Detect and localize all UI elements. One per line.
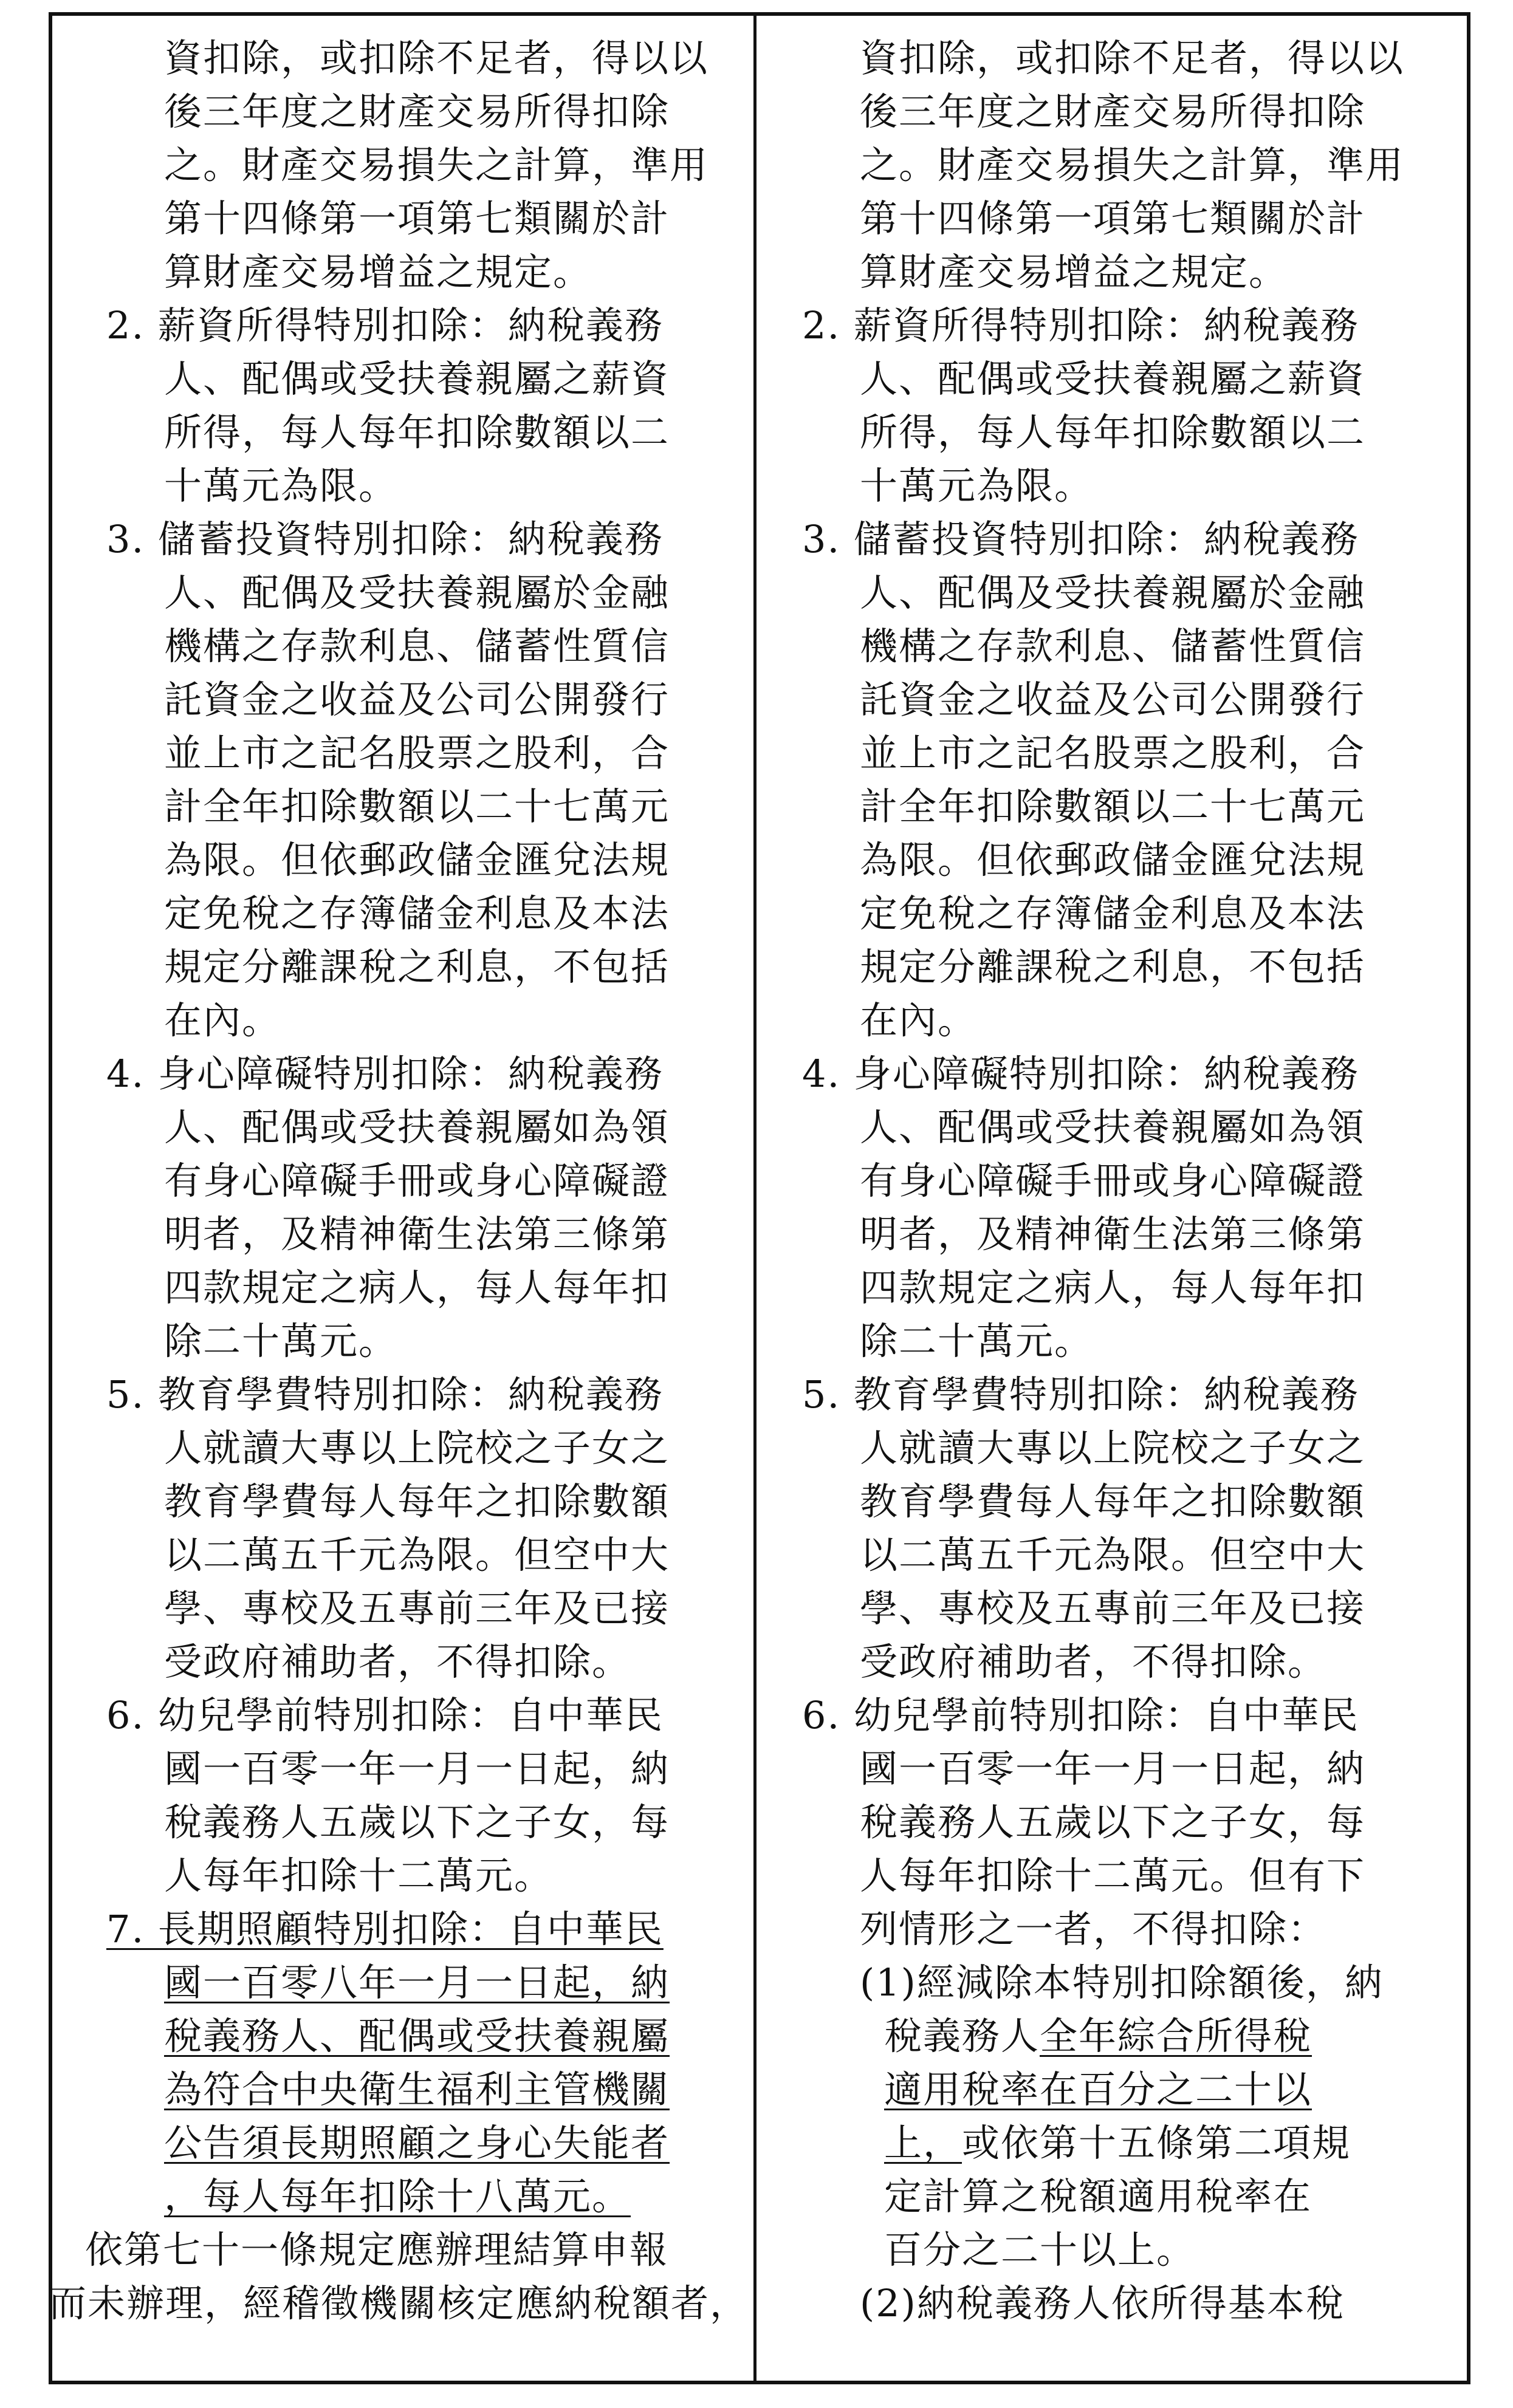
text-line: 而未辦理，經稽徵機關核定應納稅額者， (49, 2281, 749, 2325)
text-line: 明者，及精神衛生法第三條第 (164, 1212, 670, 1256)
text-line: 十萬元為限。 (860, 463, 1094, 508)
text-line: 為限。但依郵政儲金匯兌法規 (860, 838, 1366, 882)
text-line: 明者，及精神衛生法第三條第 (860, 1212, 1366, 1256)
text-line: 除二十萬元。 (164, 1319, 398, 1363)
text-line: 之。財產交易損失之計算，準用 (164, 143, 709, 187)
text-line: 2. 薪資所得特別扣除：納稅義務 (802, 303, 1359, 347)
text-line: 6. 幼兒學前特別扣除：自中華民 (106, 1693, 664, 1737)
text-line: 列情形之一者，不得扣除： (860, 1907, 1327, 1951)
text-line: 計全年扣除數額以二十七萬元 (860, 784, 1366, 829)
text-line: 人、配偶或受扶養親屬之薪資 (164, 357, 670, 401)
text-line: 5. 教育學費特別扣除：納稅義務 (106, 1372, 664, 1417)
text-line: 人就讀大專以上院校之子女之 (164, 1426, 670, 1470)
text-line: 資扣除，或扣除不足者，得以以 (860, 36, 1405, 80)
text-line: 第十四條第一項第七類關於計 (860, 196, 1366, 241)
text-line: 受政府補助者，不得扣除。 (164, 1640, 631, 1684)
text-line: 稅義務人五歲以下之子女，每 (164, 1800, 670, 1844)
text-line: 後三年度之財產交易所得扣除 (860, 89, 1366, 134)
text-line: 託資金之收益及公司公開發行 (164, 677, 670, 722)
text-line: 人、配偶或受扶養親屬如為領 (860, 1105, 1366, 1149)
text-line: 國一百零八年一月一日起，納 (164, 1960, 670, 2005)
text-line: 機構之存款利息、儲蓄性質信 (164, 624, 670, 668)
left-column (49, 32, 749, 2330)
text-line: 人、配偶或受扶養親屬之薪資 (860, 357, 1366, 401)
text-line: 以二萬五千元為限。但空中大 (860, 1533, 1366, 1577)
text-line: 國一百零一年一月一日起，納 (164, 1746, 670, 1791)
text-line: 人、配偶或受扶養親屬如為領 (164, 1105, 670, 1149)
text-line: 稅義務人、配偶或受扶養親屬 (164, 2014, 670, 2058)
right-column (802, 32, 1443, 2330)
text-line: 有身心障礙手冊或身心障礙證 (164, 1158, 670, 1203)
text-line: 7. 長期照顧特別扣除：自中華民 (106, 1907, 664, 1951)
text-line: 規定分離課稅之利息，不包括 (860, 945, 1366, 989)
text-line: 規定分離課稅之利息，不包括 (164, 945, 670, 989)
text-line: 定免稅之存簿儲金利息及本法 (860, 891, 1366, 935)
text-line: 人每年扣除十二萬元。但有下 (860, 1853, 1366, 1898)
text-line: 定計算之稅額適用稅率在 (884, 2174, 1312, 2218)
text-line: 後三年度之財產交易所得扣除 (164, 89, 670, 134)
text-line: 算財產交易增益之規定。 (860, 250, 1288, 294)
text-line: 在內。 (860, 998, 977, 1042)
text-line: 依第七十一條規定應辦理結算申報 (85, 2228, 669, 2272)
text-line: 所得，每人每年扣除數額以二 (164, 410, 670, 454)
text-line: 3. 儲蓄投資特別扣除：納稅義務 (106, 517, 664, 561)
text-line: 人、配偶及受扶養親屬於金融 (860, 570, 1366, 615)
text-line: 學、專校及五專前三年及已接 (164, 1586, 670, 1630)
text-line: 為限。但依郵政儲金匯兌法規 (164, 838, 670, 882)
text-line: 稅義務人全年綜合所得稅 (884, 2014, 1312, 2058)
text-line: 學、專校及五專前三年及已接 (860, 1586, 1366, 1630)
text-line: (1)經減除本特別扣除額後，納 (860, 1960, 1384, 2005)
text-line: 公告須長期照顧之身心失能者 (164, 2121, 670, 2165)
text-line: 教育學費每人每年之扣除數額 (164, 1479, 670, 1524)
text-line: 第十四條第一項第七類關於計 (164, 196, 670, 241)
text-line: 定免稅之存簿儲金利息及本法 (164, 891, 670, 935)
text-line: 資扣除，或扣除不足者，得以以 (164, 36, 709, 80)
text-line: 上，或依第十五條第二項規 (884, 2121, 1351, 2165)
text-line: 國一百零一年一月一日起，納 (860, 1746, 1366, 1791)
text-line: (2)納稅義務人依所得基本稅 (860, 2281, 1345, 2325)
text-line: 四款規定之病人，每人每年扣 (164, 1265, 670, 1310)
text-line: 教育學費每人每年之扣除數額 (860, 1479, 1366, 1524)
text-line: 除二十萬元。 (860, 1319, 1094, 1363)
text-line: 人就讀大專以上院校之子女之 (860, 1426, 1366, 1470)
text-line: ，每人每年扣除十八萬元。 (164, 2174, 631, 2218)
text-line: 稅義務人五歲以下之子女，每 (860, 1800, 1366, 1844)
text-line: 受政府補助者，不得扣除。 (860, 1640, 1327, 1684)
text-line: 3. 儲蓄投資特別扣除：納稅義務 (802, 517, 1359, 561)
text-line: 為符合中央衛生福利主管機關 (164, 2067, 670, 2112)
text-line: 6. 幼兒學前特別扣除：自中華民 (802, 1693, 1359, 1737)
column-divider (753, 12, 756, 2384)
text-line: 計全年扣除數額以二十七萬元 (164, 784, 670, 829)
text-line: 適用稅率在百分之二十以 (884, 2067, 1312, 2112)
text-line: 四款規定之病人，每人每年扣 (860, 1265, 1366, 1310)
text-line: 4. 身心障礙特別扣除：納稅義務 (802, 1052, 1359, 1096)
text-line: 5. 教育學費特別扣除：納稅義務 (802, 1372, 1359, 1417)
text-line: 所得，每人每年扣除數額以二 (860, 410, 1366, 454)
text-line: 百分之二十以上。 (884, 2228, 1196, 2272)
text-line: 十萬元為限。 (164, 463, 398, 508)
text-line: 人每年扣除十二萬元。 (164, 1853, 554, 1898)
text-line: 2. 薪資所得特別扣除：納稅義務 (106, 303, 664, 347)
text-line: 託資金之收益及公司公開發行 (860, 677, 1366, 722)
text-line: 以二萬五千元為限。但空中大 (164, 1533, 670, 1577)
text-line: 之。財產交易損失之計算，準用 (860, 143, 1405, 187)
text-line: 機構之存款利息、儲蓄性質信 (860, 624, 1366, 668)
text-line: 有身心障礙手冊或身心障礙證 (860, 1158, 1366, 1203)
text-line: 4. 身心障礙特別扣除：納稅義務 (106, 1052, 664, 1096)
text-line: 並上市之記名股票之股利，合 (164, 731, 670, 775)
text-line: 算財產交易增益之規定。 (164, 250, 592, 294)
text-line: 人、配偶及受扶養親屬於金融 (164, 570, 670, 615)
text-line: 並上市之記名股票之股利，合 (860, 731, 1366, 775)
text-line: 在內。 (164, 998, 281, 1042)
